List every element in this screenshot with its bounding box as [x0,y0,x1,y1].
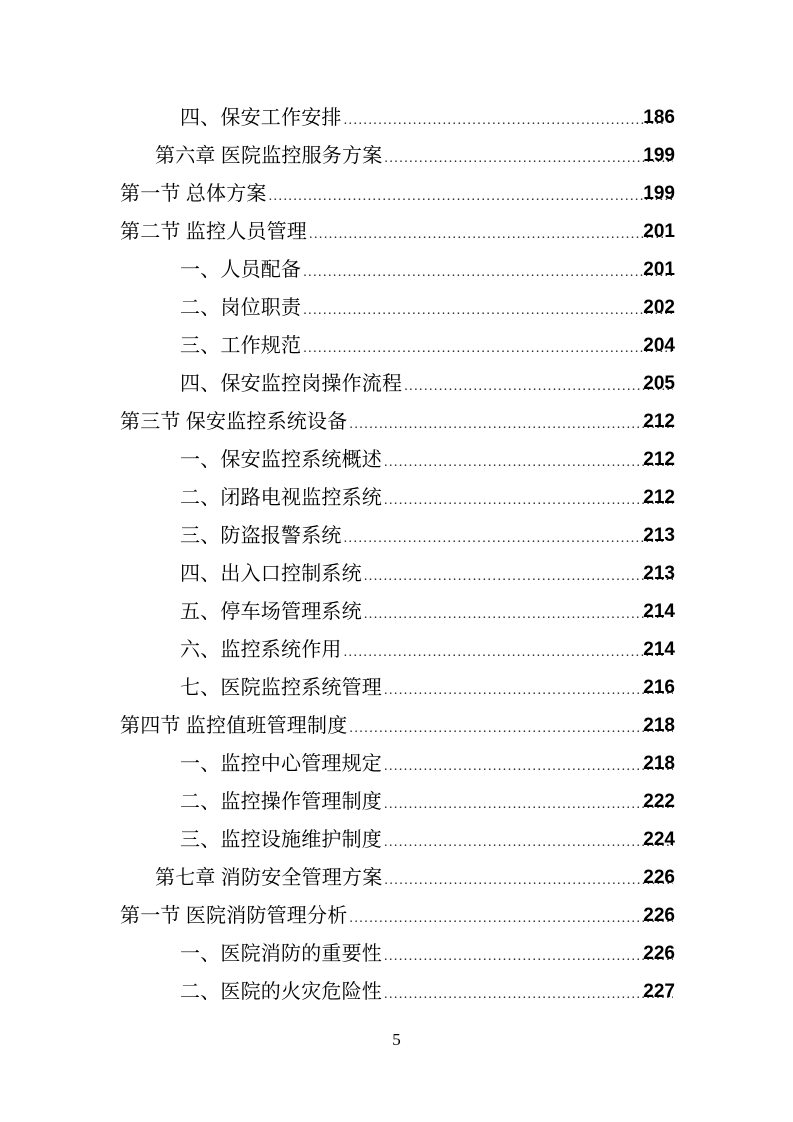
toc-entry[interactable] [0,631,793,669]
toc-entry-title: 七、医院监控系统管理 [180,677,382,699]
toc-entry[interactable] [0,555,793,593]
toc-dot-leader [384,786,673,824]
toc-entry[interactable] [0,441,793,479]
toc-entry-page-number: 199 [643,183,675,204]
toc-entry[interactable] [0,707,793,745]
toc-entry-title: 一、人员配备 [180,259,302,281]
toc-entry-page-number: 224 [643,829,675,850]
toc-entry[interactable] [0,175,793,213]
toc-entry-page-number: 218 [643,753,675,774]
toc-entry[interactable] [0,973,793,1011]
toc-entry-title: 四、保安监控岗操作流程 [180,373,403,395]
toc-entry[interactable] [0,517,793,555]
toc-entry[interactable] [0,897,793,935]
toc-entry-title: 三、监控设施维护制度 [180,829,382,851]
toc-entry[interactable] [0,327,793,365]
toc-entry[interactable] [0,935,793,973]
page-folio-number: 5 [392,1030,401,1049]
toc-entry-page-number: 213 [643,525,675,546]
toc-entry-page-number: 205 [643,373,675,394]
toc-entry[interactable] [0,593,793,631]
toc-entry-page-number: 202 [643,297,675,318]
toc-entry-page-number: 204 [643,335,675,356]
toc-dot-leader [269,178,673,216]
toc-entry-title: 三、防盗报警系统 [180,525,342,547]
toc-entry-page-number: 226 [643,943,675,964]
toc-entry-page-number: 201 [643,221,675,242]
toc-dot-leader [303,292,673,330]
toc-entry-page-number: 199 [643,145,675,166]
toc-entry-title: 四、保安工作安排 [180,107,342,129]
toc-dot-leader [384,444,673,482]
toc-dot-leader [384,862,673,900]
toc-entry-page-number: 186 [643,107,675,128]
toc-entry-title: 第七章 消防安全管理方案 [155,867,383,889]
toc-dot-leader [384,748,673,786]
toc-entry-title: 第一节 医院消防管理分析 [120,905,348,927]
toc-entry[interactable] [0,479,793,517]
toc-entry-page-number: 201 [643,259,675,280]
toc-entry[interactable] [0,213,793,251]
toc-dot-leader [384,976,673,1014]
toc-dot-leader [364,558,673,596]
toc-entry[interactable] [0,745,793,783]
toc-dot-leader [344,634,666,672]
toc-dot-leader [384,482,673,520]
table-of-contents [0,99,793,1011]
toc-entry-title: 二、监控操作管理制度 [180,791,382,813]
toc-dot-leader [349,900,673,938]
toc-entry[interactable] [0,251,793,289]
toc-entry-page-number: 222 [643,791,675,812]
toc-entry-page-number: 226 [643,905,675,926]
toc-entry[interactable] [0,403,793,441]
toc-entry-title: 二、闭路电视监控系统 [180,487,382,509]
toc-entry[interactable] [0,783,793,821]
toc-entry-page-number: 213 [643,563,675,584]
toc-entry-title: 第一节 总体方案 [120,183,267,205]
toc-entry-page-number: 227 [643,981,675,1002]
toc-entry-title: 四、出入口控制系统 [180,563,362,585]
toc-dot-leader [309,216,666,254]
toc-entry[interactable] [0,289,793,327]
toc-entry[interactable] [0,137,793,175]
toc-entry-page-number: 218 [643,715,675,736]
toc-entry-title: 二、岗位职责 [180,297,302,319]
toc-entry[interactable] [0,99,793,137]
toc-dot-leader [384,824,673,862]
toc-entry-title: 一、医院消防的重要性 [180,943,382,965]
toc-entry-title: 五、停车场管理系统 [180,601,362,623]
toc-dot-leader [349,710,673,748]
toc-entry-page-number: 226 [643,867,675,888]
toc-entry-title: 一、监控中心管理规定 [180,753,382,775]
toc-entry-page-number: 216 [643,677,675,698]
toc-entry-title: 第六章 医院监控服务方案 [155,145,383,167]
toc-dot-leader [303,254,673,292]
toc-dot-leader [404,368,673,406]
toc-entry-title: 六、监控系统作用 [180,639,342,661]
toc-entry-page-number: 212 [643,449,675,470]
toc-dot-leader [303,330,673,368]
toc-entry-title: 二、医院的火灾危险性 [180,981,382,1003]
toc-entry-title: 三、工作规范 [180,335,302,357]
toc-entry-page-number: 212 [643,411,675,432]
toc-entry-title: 第二节 监控人员管理 [120,221,307,243]
toc-dot-leader [384,140,673,178]
toc-entry-title: 第四节 监控值班管理制度 [120,715,348,737]
toc-dot-leader [349,406,673,444]
toc-dot-leader [384,938,673,976]
toc-entry-page-number: 212 [643,487,675,508]
toc-entry[interactable] [0,669,793,707]
toc-entry-page-number: 214 [643,601,675,622]
toc-entry-title: 一、保安监控系统概述 [180,449,382,471]
toc-entry-page-number: 214 [643,639,675,660]
toc-dot-leader [344,520,666,558]
toc-entry-title: 第三节 保安监控系统设备 [120,411,348,433]
toc-entry[interactable] [0,821,793,859]
toc-entry[interactable] [0,859,793,897]
toc-dot-leader [384,672,673,710]
toc-dot-leader [364,596,666,634]
toc-dot-leader [344,102,666,140]
toc-entry[interactable] [0,365,793,403]
